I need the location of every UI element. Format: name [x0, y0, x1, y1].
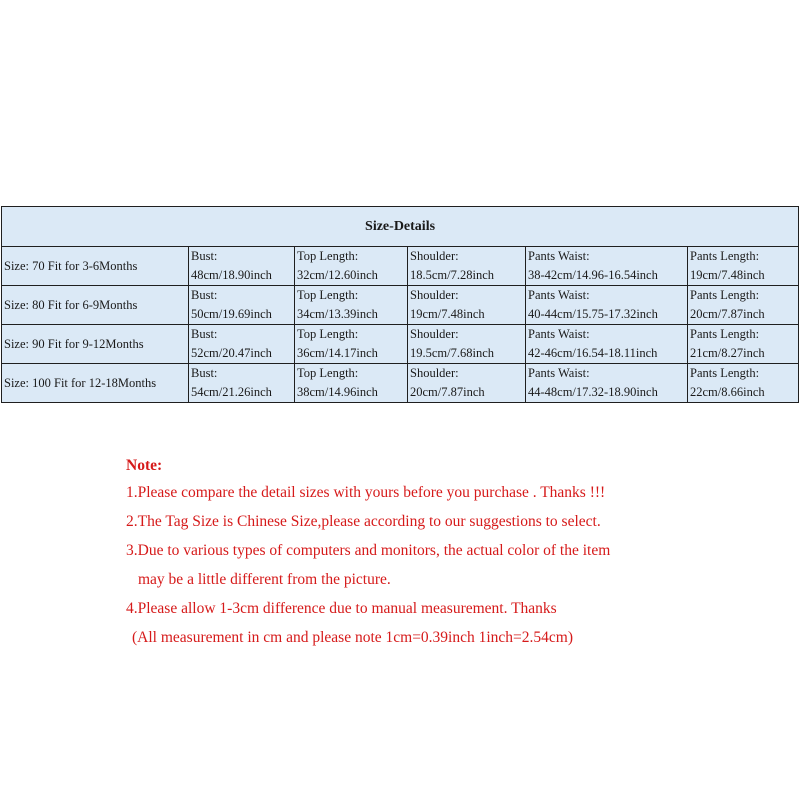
measure-value: 50cm/19.69inch: [191, 307, 272, 321]
bust-cell: [189, 364, 295, 403]
measure-value: 20cm/7.87inch: [410, 385, 485, 399]
pants-waist-cell: [526, 364, 688, 403]
bust-cell: [189, 325, 295, 364]
measure-value: 52cm/20.47inch: [191, 346, 272, 360]
measure-label: Pants Length:: [690, 327, 760, 341]
measure-label: Shoulder:: [410, 366, 459, 380]
measure-value: 21cm/8.27inch: [690, 346, 765, 360]
note-title: Note:: [126, 457, 163, 474]
measure-label: Top Length:: [297, 288, 359, 302]
measure-value: 19cm/7.48inch: [690, 268, 765, 282]
pants-length-cell: [688, 325, 799, 364]
measure-label: Pants Waist:: [528, 327, 590, 341]
note-line-3: 3.Due to various types of computers and monitors, the actual color of the item: [126, 542, 611, 560]
measure-value: 48cm/18.90inch: [191, 268, 272, 282]
measure-label: Shoulder:: [410, 327, 459, 341]
table-row: [2, 364, 799, 403]
measure-label: Pants Length:: [690, 249, 760, 263]
measure-label: Bust:: [191, 249, 218, 263]
bust-cell: [189, 286, 295, 325]
shoulder-cell: [408, 247, 526, 286]
measure-label: Bust:: [191, 366, 218, 380]
pants-length-cell: [688, 364, 799, 403]
measure-label: Bust:: [191, 327, 218, 341]
measure-value: 20cm/7.87inch: [690, 307, 765, 321]
table-row: [2, 247, 799, 286]
measure-value: 44-48cm/17.32-18.90inch: [528, 385, 658, 399]
measure-label: Pants Waist:: [528, 249, 590, 263]
measure-label: Pants Length:: [690, 288, 760, 302]
table-row: [2, 325, 799, 364]
note-line-2: 2.The Tag Size is Chinese Size,please according to our suggestions to select.: [126, 513, 601, 531]
measure-value: 19cm/7.48inch: [410, 307, 485, 321]
table-title: Size-Details: [2, 207, 799, 247]
table-header-row: [2, 207, 799, 247]
measure-value: 34cm/13.39inch: [297, 307, 378, 321]
shoulder-cell: [408, 364, 526, 403]
size-label: Size: 100 Fit for 12-18Months: [2, 364, 189, 403]
measure-value: 22cm/8.66inch: [690, 385, 765, 399]
note-line-4: 4.Please allow 1-3cm difference due to manual measurement. Thanks: [126, 599, 557, 617]
top-length-cell: [295, 247, 408, 286]
measure-value: 38cm/14.96inch: [297, 385, 378, 399]
top-length-cell: [295, 325, 408, 364]
size-details-table: [1, 206, 799, 403]
bust-cell: [189, 247, 295, 286]
measure-label: Top Length:: [297, 249, 359, 263]
note-line-5: (All measurement in cm and please note 1cm=0.39inch 1inch=2.54cm): [132, 628, 574, 646]
shoulder-cell: [408, 286, 526, 325]
pants-waist-cell: [526, 325, 688, 364]
size-label: Size: 80 Fit for 6-9Months: [2, 286, 189, 325]
measure-label: Pants Waist:: [528, 288, 590, 302]
measure-value: 42-46cm/16.54-18.11inch: [528, 346, 658, 360]
pants-length-cell: [688, 247, 799, 286]
measure-value: 19.5cm/7.68inch: [410, 346, 495, 360]
shoulder-cell: [408, 325, 526, 364]
measure-label: Top Length:: [297, 327, 359, 341]
measure-label: Bust:: [191, 288, 218, 302]
size-label: Size: 70 Fit for 3-6Months: [2, 247, 189, 286]
top-length-cell: [295, 286, 408, 325]
measure-label: Shoulder:: [410, 288, 459, 302]
measure-label: Pants Waist:: [528, 366, 590, 380]
measure-value: 54cm/21.26inch: [191, 385, 272, 399]
table-row: [2, 286, 799, 325]
measure-value: 40-44cm/15.75-17.32inch: [528, 307, 658, 321]
measure-label: Top Length:: [297, 366, 359, 380]
measure-label: Pants Length:: [690, 366, 760, 380]
measure-value: 32cm/12.60inch: [297, 268, 378, 282]
notes-section: [126, 454, 610, 652]
note-line-3-continued: may be a little different from the picture.: [138, 570, 391, 588]
pants-waist-cell: [526, 247, 688, 286]
measure-value: 18.5cm/7.28inch: [410, 268, 495, 282]
size-label: Size: 90 Fit for 9-12Months: [2, 325, 189, 364]
pants-length-cell: [688, 286, 799, 325]
measure-value: 36cm/14.17inch: [297, 346, 378, 360]
note-line-1: 1.Please compare the detail sizes with yours before you purchase . Thanks !!!: [126, 484, 606, 501]
measure-label: Shoulder:: [410, 249, 459, 263]
pants-waist-cell: [526, 286, 688, 325]
measure-value: 38-42cm/14.96-16.54inch: [528, 268, 658, 282]
top-length-cell: [295, 364, 408, 403]
